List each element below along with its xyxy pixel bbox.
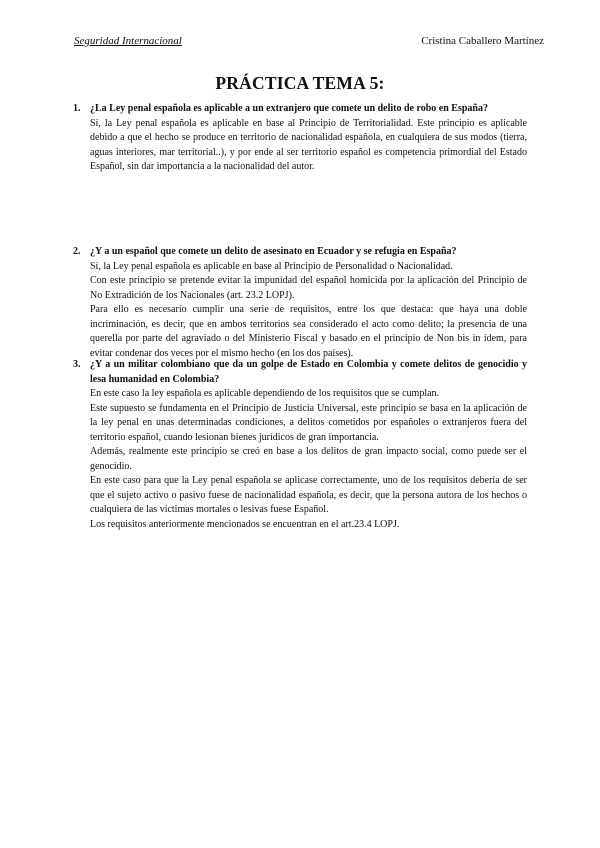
answer-paragraph: Con este principio se pretende evitar la impunidad del español homicida por la aplicación del Principio de No Extradición de los Nacionales (art. 23.2 LOPJ). [90, 275, 527, 301]
answer-paragraph: Sí, la Ley penal española es aplicable en base al Principio de Personalidad o Nacionalidad. [90, 260, 453, 272]
answer-paragraph: Sí, la Ley penal española es aplicable en base al Principio de Territorialidad. Este principio es aplicable debido a que el hecho se produce en territorio de nacionalidad española, en cualquiera de sus modos (tierra, aguas interiores, mar territorial..), y por ende al ser territorio español es competencia primordial del Estado Español, sin dar importancia a la nacionalidad del autor. [90, 117, 527, 172]
question-block-2 [73, 245, 527, 361]
question-number: 3. [73, 359, 81, 370]
question-block-3 [73, 358, 527, 532]
page-title: PRÁCTICA TEMA 5: [215, 73, 385, 93]
question-number: 2. [73, 246, 81, 257]
question-text: ¿Y a un militar colombiano que da un golpe de Estado en Colombia y comete delitos de genocidio y lesa humanidad en Colombia? [90, 359, 527, 385]
question-text: ¿Y a un español que comete un delito de asesinato en Ecuador y se refugia en España? [90, 246, 457, 257]
answer-paragraph: En este caso para que la Ley penal española se aplicase correctamente, uno de los requisitos debería de ser que el sujeto activo o pasivo fuese de nacionalidad española, es decir, que la persona autora de los hechos o cualquiera de las víctimas mortales o lesivas fuese Español. [90, 475, 527, 515]
answer-paragraph: Para ello es necesario cumplir una serie de requisitos, entre los que destaca: que haya una doble incriminación, es decir, que en ambos territorios sea considerado el acto como delito; la presencia de una querella por parte del agraviado o del Ministerio Fiscal y basado en el principio de Non bis in idem, para evitar condenar dos veces por el mismo hecho (en los dos países). [90, 304, 527, 359]
answer-paragraph: Los requisitos anteriormente mencionados se encuentran en el art.23.4 LOPJ. [90, 518, 400, 530]
answer-paragraph: En este caso la ley española es aplicable dependiendo de los requisitos que se cumplan. [90, 388, 440, 399]
question-text: ¿La Ley penal española es aplicable a un extranjero que comete un delito de robo en España? [90, 103, 488, 114]
header-author: Cristina Caballero Martínez [421, 35, 544, 47]
header-course: Seguridad Internacional [74, 35, 182, 47]
question-number: 1. [73, 103, 81, 114]
question-block-1 [73, 102, 527, 175]
answer-paragraph: Este supuesto se fundamenta en el Principio de Justicia Universal, este principio se basa en la aplicación de la ley penal en unas determinadas condiciones, a delitos cometidos por españoles o extranjeros fuera del territorio español, cuando lesionan bienes jurídicos de gran importancia. [90, 402, 527, 443]
answer-paragraph: Además, realmente este principio se creó en base a los delitos de gran impacto social, como puede ser el genocidio. [90, 446, 527, 472]
